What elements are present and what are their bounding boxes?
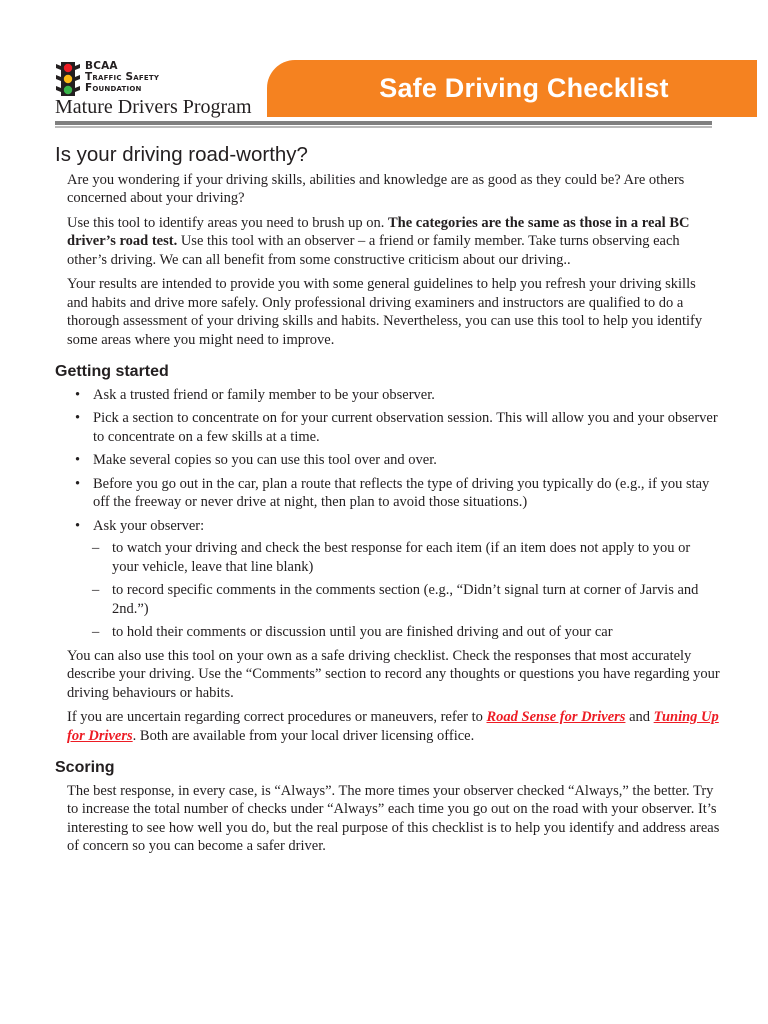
list-item: • Before you go out in the car, plan a route that reflects the type of driving you typically do (e.g., if you stay off the freeway or never drive at night, then plan to avoid those situations.) — [55, 475, 720, 512]
title-banner — [267, 60, 757, 117]
section-heading-getting-started: Getting started — [55, 363, 169, 380]
section-heading-scoring: Scoring — [55, 759, 115, 776]
tuning-up-link[interactable]: Tuning Up for Drivers — [67, 709, 719, 744]
page-title: Is your driving road-worthy? — [55, 143, 308, 166]
logo-text: BCAA Traffic Safety Foundation — [85, 60, 160, 94]
list-item: • Make several copies so you can use this tool over and over. — [55, 451, 720, 470]
getting-started-list — [55, 386, 720, 642]
banner-title: Safe Driving Checklist — [379, 73, 669, 103]
list-item: • Ask a trusted friend or family member to be your observer. — [55, 386, 720, 405]
scoring-paragraph: The best response, in every case, is “Always”. The more times your observer checked “Always,” the better. Try to increase the total number of checks under “Always” each time you go out on the road with your observer. It’s interesting to see how well you do, but the real purpose of this checklist is to help you identify and address areas of concern so you can become a safer driver. — [67, 782, 720, 854]
own-use-paragraph: You can also use this tool on your own as a safe driving checklist. Check the responses that most accurately describe your driving. Use the “Comments” section to record any thoughts or questions you have regarding your driving behaviours or habits. — [67, 647, 720, 701]
refer-paragraph: If you are uncertain regarding correct procedures or maneuvers, refer to Road Sense for Drivers and Tuning Up for Drivers. Both are available from your local driver licensing office. — [67, 709, 719, 744]
main-content — [55, 140, 720, 862]
intro-paragraph: Are you wondering if your driving skills, abilities and knowledge are as good as they could be? Are others concerned about your driving? — [67, 171, 685, 206]
intro-paragraph: Your results are intended to provide you with some general guidelines to help you refresh your driving skills and habits and drive more safely. Only professional driving examiners and instructors are qualified to do a thorough assessment of your driving skills and habits. Nevertheless, you can use this tool to help you identify some areas where you might need to improve. — [67, 276, 703, 348]
header-rule — [55, 121, 712, 125]
sub-list-item: – to record specific comments in the comments section (e.g., “Didn’t signal turn at corner of Jarvis and 2nd.”) — [92, 581, 719, 618]
observer-sub-list — [93, 539, 720, 642]
sub-list-item: – to watch your driving and check the best response for each item (if an item does not apply to you or your vehicle, leave that line blank) — [92, 539, 719, 576]
intro-paragraph: Use this tool to identify areas you need to brush up on. The categories are the same as those in a real BC driver’s road test. Use this tool with an observer – a friend or family member. Take turns observing each other’s driving. We can all benefit from some constructive criticism about our driving.. — [67, 214, 690, 268]
page-header — [0, 0, 768, 140]
list-item: • Pick a section to concentrate on for your current observation session. This will allow you and your observer to concentrate on a few skills at a time. — [55, 409, 720, 446]
list-item: • Ask your observer: – to watch your driving and check the best response for each item (if an item does not apply to you or your vehicle, leave that line blank) – to record specific comments in the comments section (e.g., “Didn’t signal turn at corner of Jarvis and 2nd.”) – to hold their comments or discussion until you are finished driving and out of your car — [55, 517, 720, 642]
sub-list-item: – to hold their comments or discussion until you are finished driving and out of your car — [92, 623, 719, 642]
traffic-light-icon — [55, 60, 81, 100]
road-sense-link[interactable]: Road Sense for Drivers — [486, 709, 626, 725]
program-name: Mature Drivers Program — [55, 96, 252, 118]
header-rule-light — [55, 126, 712, 128]
